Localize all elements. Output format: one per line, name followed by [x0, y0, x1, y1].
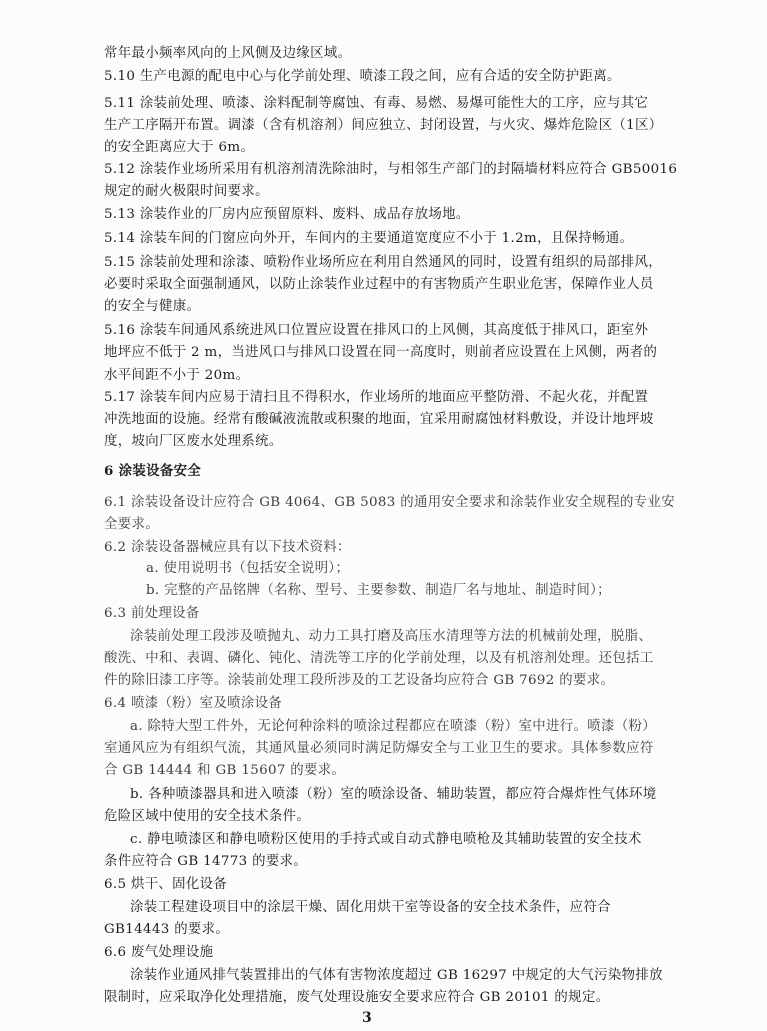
clause-5-13: 5.13 涂装作业的厂房内应预留原料、废料、成品存放场地。 [104, 207, 470, 222]
clause-6-6: 6.6 废气处理设施 [104, 945, 214, 960]
text-line: 规定的耐火极限时间要求。 [104, 184, 269, 199]
text-line: 涂装作业通风排气装置排出的气体有害物浓度超过 GB 16297 中规定的大气污染物排放 [130, 968, 663, 983]
clause-6-3: 6.3 前处理设备 [104, 606, 200, 621]
text-line: 条件应符合 GB 14773 的要求。 [104, 854, 308, 869]
text-line: 地坪应不低于 2 m，当进风口与排风口设置在同一高度时，则前者应设置在上风侧，两者的 [104, 345, 658, 360]
clause-6-1: 6.1 涂装设备设计应符合 GB 4064、GB 5083 的通用安全要求和涂装作业安全规程的专业安 [104, 495, 676, 510]
list-item-b: b. 各种喷漆器具和进入喷漆（粉）室的喷涂设备、辅助装置，都应符合爆炸性气体环境 [130, 787, 657, 802]
page-number: 3 [362, 1010, 372, 1026]
text-line: 酸洗、中和、表调、磷化、钝化、清洗等工序的化学前处理，以及有机溶剂处理。还包括工 [104, 651, 654, 666]
text-line: 危险区域中使用的安全技术条件。 [104, 809, 311, 824]
text-line: 合 GB 14444 和 GB 15607 的要求。 [104, 763, 346, 778]
clause-6-2: 6.2 涂装设备器械应具有以下技术资料： [104, 540, 351, 555]
section-heading-6: 6 涂装设备安全 [104, 463, 202, 479]
text-line: 生产工序隔开布置。调漆（含有机溶剂）间应独立、封闭设置，与火灾、爆炸危险区（1区） [104, 118, 663, 133]
text-line: GB14443 的要求。 [104, 922, 230, 937]
list-item-c: c. 静电喷漆区和静电喷粉区使用的手持式或自动式静电喷枪及其辅助装置的安全技术 [130, 832, 642, 847]
clause-5-12: 5.12 涂装作业场所采用有机溶剂清洗除油时，与相邻生产部门的封隔墙材料应符合 GB50016 [104, 162, 678, 177]
list-item-b: b. 完整的产品铭牌（名称、型号、主要参数、制造厂名与地址、制造时间）； [146, 583, 611, 598]
text-line: 的安全距离应大于 6m。 [104, 140, 255, 155]
clause-5-16: 5.16 涂装车间通风系统进风口位置应设置在排风口的上风侧，其高度低于排风口，距室外 [104, 323, 649, 338]
text-line: 水平间距不小于 20m。 [104, 368, 250, 383]
text-line: 常年最小频率风向的上风侧及边缘区域。 [104, 46, 352, 61]
clause-5-15: 5.15 涂装前处理和涂漆、喷粉作业场所应在利用自然通风的同时，设置有组织的局部排风， [104, 255, 662, 270]
clause-5-14: 5.14 涂装车间的门窗应向外开，车间内的主要通道宽度应不小于 1.2m，且保持畅通。 [104, 231, 634, 246]
text-line: 件的除旧漆工序等。涂装前处理工段所涉及的工艺设备均应符合 GB 7692 的要求。 [104, 673, 615, 688]
clause-5-11: 5.11 涂装前处理、喷漆、涂料配制等腐蚀、有毒、易燃、易爆可能性大的工序，应与其它 [104, 96, 649, 111]
clause-6-5: 6.5 烘干、固化设备 [104, 877, 228, 892]
clause-6-4: 6.4 喷漆（粉）室及喷涂设备 [104, 696, 283, 711]
text-line: 冲洗地面的设施。经常有酸碱液流散或积聚的地面，宜采用耐腐蚀材料敷设，并设计地坪坡 [104, 412, 654, 427]
text-line: 全要求。 [104, 517, 159, 532]
text-line: 限制时，应采取净化处理措施，废气处理设施安全要求应符合 GB 20101 的规定。 [104, 990, 610, 1005]
list-item-a: a. 除特大型工件外，无论何种涂料的喷涂过程都应在喷漆（粉）室中进行。喷漆（粉） [130, 719, 656, 734]
text-line: 涂装前处理工段涉及喷抛丸、动力工具打磨及高压水清理等方法的机械前处理，脱脂、 [130, 629, 653, 644]
text-line: 度，坡向厂区废水处理系统。 [104, 434, 283, 449]
list-item-a: a. 使用说明书（包括安全说明）； [146, 561, 350, 576]
clause-5-17: 5.17 涂装车间内应易于清扫且不得积水，作业场所的地面应平整防滑、不起火花，并配置 [104, 390, 649, 405]
text-line: 必要时采取全面强制通风，以防止涂装作业过程中的有害物质产生职业危害，保障作业人员 [104, 277, 654, 292]
text-line: 的安全与健康。 [104, 299, 201, 314]
text-line: 室通风应为有组织气流，其通风量必须同时满足防爆安全与工业卫生的要求。具体参数应符 [104, 741, 654, 756]
clause-5-10: 5.10 生产电源的配电中心与化学前处理、喷漆工段之间，应有合适的安全防护距离。 [104, 69, 621, 84]
text-line: 涂装工程建设项目中的涂层干燥、固化用烘干室等设备的安全技术条件，应符合 [130, 900, 611, 915]
